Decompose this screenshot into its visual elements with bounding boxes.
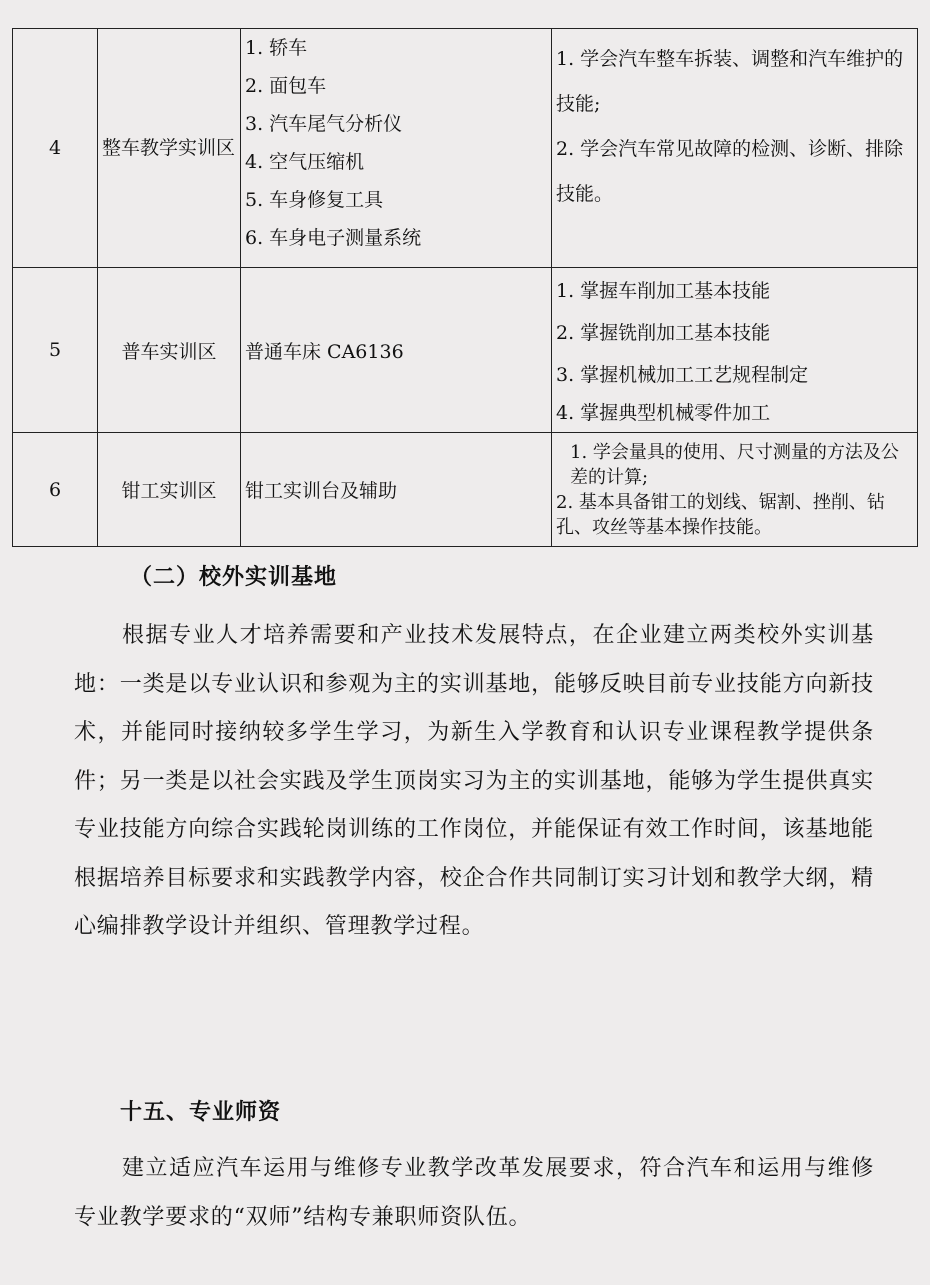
skill-item: 2. 基本具备钳工的划线、锯割、挫削、钻孔、攻丝等基本操作技能。	[556, 491, 885, 538]
equipment-item: 普通车床 CA6136	[245, 340, 404, 363]
training-area-table	[12, 28, 918, 547]
chapter-paragraph: 建立适应汽车运用与维修专业教学改革发展要求，符合汽车和运用与维修专业教学要求的“双师”结构专兼职师资队伍。	[74, 1156, 874, 1230]
skill-item: 1. 学会汽车整车拆装、调整和汽车维护的技能;	[556, 48, 904, 115]
row-number: 6	[13, 433, 98, 547]
table-row	[13, 268, 918, 433]
row-number: 4	[13, 29, 98, 268]
equipment-cell	[241, 433, 552, 547]
row-number: 5	[13, 268, 98, 433]
table-row	[13, 433, 918, 547]
equipment-cell	[241, 268, 552, 433]
equipment-cell	[241, 29, 552, 268]
equipment-item: 6. 车身电子测量系统	[245, 227, 422, 249]
skill-item: 4. 掌握典型机械零件加工	[556, 402, 771, 424]
chapter-heading: 十五、专业师资	[120, 1099, 282, 1125]
table-row	[13, 29, 918, 268]
area-name: 整车教学实训区	[98, 29, 241, 268]
equipment-item: 2. 面包车	[245, 75, 327, 97]
equipment-item: 3. 汽车尾气分析仪	[245, 113, 403, 135]
area-name: 钳工实训区	[98, 433, 241, 547]
skill-item: 2. 掌握铣削加工基本技能	[556, 322, 771, 344]
skill-item: 2. 学会汽车常见故障的检测、诊断、排除技能。	[556, 138, 904, 205]
section-heading: （二）校外实训基地	[130, 564, 338, 590]
skill-item: 1. 掌握车削加工基本技能	[556, 280, 771, 302]
area-name: 普车实训区	[98, 268, 241, 433]
equipment-item: 1. 轿车	[245, 37, 308, 59]
skills-cell	[552, 433, 918, 547]
skill-item: 3. 掌握机械加工工艺规程制定	[556, 364, 809, 386]
equipment-item: 5. 车身修复工具	[245, 189, 384, 211]
equipment-item: 钳工实训台及辅助	[245, 480, 398, 502]
skills-cell	[552, 29, 918, 268]
section-paragraph: 根据专业人才培养需要和产业技术发展特点，在企业建立两类校外实训基地：一类是以专业认识和参观为主的实训基地，能够反映目前专业技能方向新技术，并能同时接纳较多学生学习，为新生入学教育和认识专业课程教学提供条件；另一类是以社会实践及学生顶岗实习为主的实训基地，能够为学生提供真实专业技能方向综合实践轮岗训练的工作岗位，并能保证有效工作时间，该基地能根据培养目标要求和实践教学内容，校企合作共同制订实习计划和教学大纲，精心编排教学设计并组织、管理教学过程。	[74, 623, 874, 939]
equipment-item: 4. 空气压缩机	[245, 151, 365, 173]
skill-item: 1. 学会量具的使用、尺寸测量的方法及公差的计算;	[570, 441, 899, 488]
skills-cell	[552, 268, 918, 433]
